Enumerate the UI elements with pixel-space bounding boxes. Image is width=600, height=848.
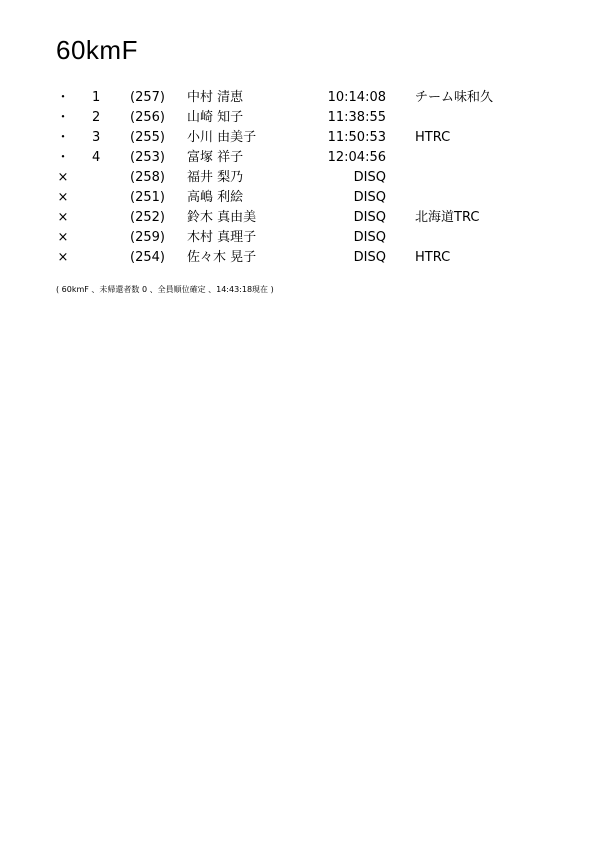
finish-time: 12:04:56 [327, 150, 386, 165]
runner-name: 小川 由美子 [187, 130, 257, 145]
bib-number: (256) [130, 110, 165, 125]
runner-name: 佐々木 晃子 [187, 250, 257, 265]
team-name: 北海道TRC [415, 210, 480, 225]
result-row [0, 108, 600, 128]
runner-name: 福井 梨乃 [187, 170, 244, 185]
status-mark: × [57, 170, 69, 185]
status-mark: × [57, 190, 69, 205]
finish-time: DISQ [353, 190, 386, 205]
status-mark: × [57, 210, 69, 225]
result-row [0, 168, 600, 188]
runner-name: 木村 真理子 [187, 230, 257, 245]
status-footnote: ( 60kmF 、未帰還者数 0 、全員順位確定 、14:43:18現在 ) [56, 285, 274, 294]
bib-number: (258) [130, 170, 165, 185]
result-row [0, 228, 600, 248]
finish-time: DISQ [353, 230, 386, 245]
runner-name: 鈴木 真由美 [187, 210, 257, 225]
result-row [0, 148, 600, 168]
runner-name: 中村 清恵 [187, 90, 244, 105]
rank: 1 [92, 90, 101, 105]
status-mark: × [57, 250, 69, 265]
rank: 3 [92, 130, 101, 145]
runner-name: 高嶋 利絵 [187, 190, 244, 205]
runner-name: 山崎 知子 [187, 110, 244, 125]
finish-time: DISQ [353, 210, 386, 225]
result-row [0, 128, 600, 148]
status-mark: ・ [56, 130, 70, 145]
bib-number: (255) [130, 130, 165, 145]
status-mark: ・ [56, 150, 70, 165]
rank: 4 [92, 150, 101, 165]
results-list [0, 88, 600, 268]
status-mark: × [57, 230, 69, 245]
bib-number: (252) [130, 210, 165, 225]
result-row [0, 188, 600, 208]
result-row [0, 208, 600, 228]
page-title: 60kmF [56, 35, 138, 65]
finish-time: DISQ [353, 170, 386, 185]
bib-number: (253) [130, 150, 165, 165]
bib-number: (257) [130, 90, 165, 105]
team-name: HTRC [415, 130, 451, 145]
status-mark: ・ [56, 110, 70, 125]
result-row [0, 88, 600, 108]
status-mark: ・ [56, 90, 70, 105]
finish-time: DISQ [353, 250, 386, 265]
rank: 2 [92, 110, 101, 125]
result-row [0, 248, 600, 268]
bib-number: (259) [130, 230, 165, 245]
team-name: HTRC [415, 250, 451, 265]
team-name: チーム味和久 [415, 90, 494, 105]
bib-number: (251) [130, 190, 165, 205]
finish-time: 11:38:55 [327, 110, 386, 125]
finish-time: 10:14:08 [327, 90, 386, 105]
bib-number: (254) [130, 250, 165, 265]
finish-time: 11:50:53 [327, 130, 386, 145]
runner-name: 富塚 祥子 [187, 150, 244, 165]
